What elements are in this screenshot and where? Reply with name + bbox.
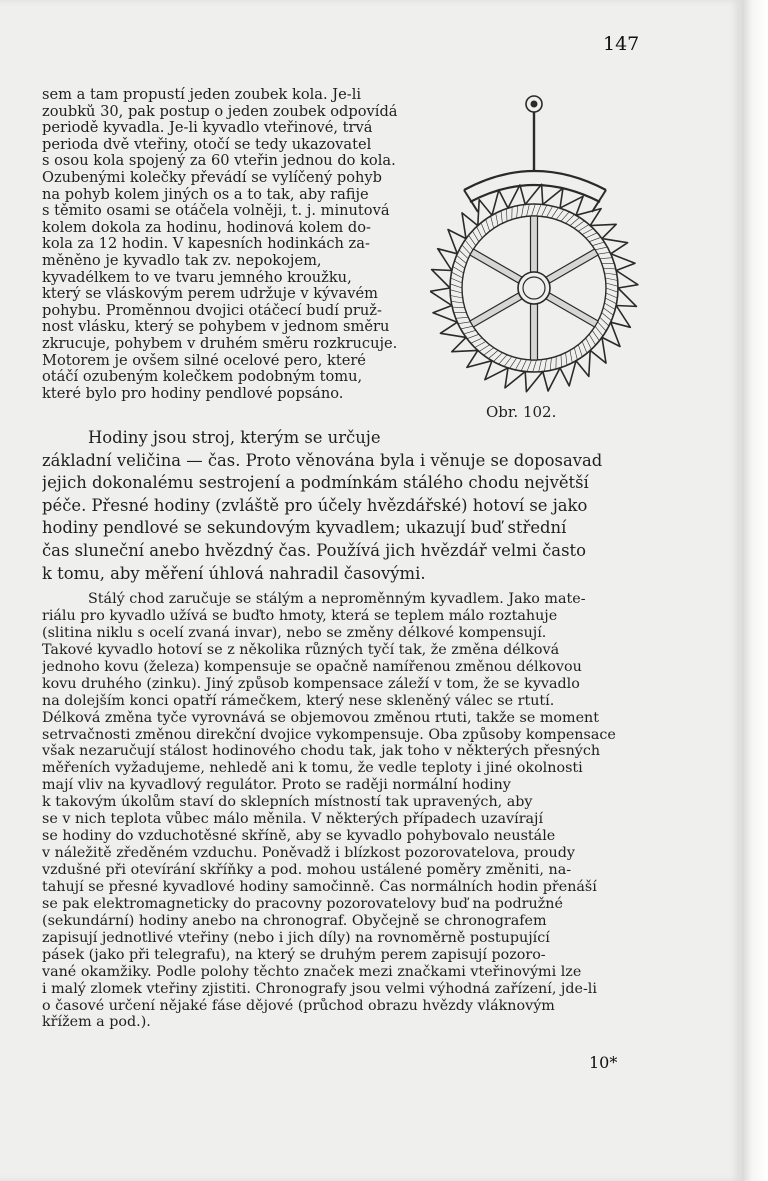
text-line: s těmito osami se otáčela volněji, t. j. minutová (42, 203, 390, 220)
rim-hatch (510, 358, 517, 369)
rim-hatch (604, 273, 617, 275)
text-line: který se vláskovým perem udržuje v kývavém (42, 286, 378, 303)
text-line: nost vlásku, který se pohybem v jednom směru (42, 319, 390, 336)
text-line: setrvačnosti změnou direkční dvojice vykompensuje. Oba způsoby kompensace (42, 726, 616, 743)
rim-hatch (598, 252, 610, 254)
rim-hatch (539, 360, 542, 372)
rim-hatch (469, 235, 476, 245)
text-line: kovu druhého (zinku). Jiný způsob kompensace záleží v tom, že se kyvadlo (42, 675, 580, 692)
text-line: Hodiny jsou stroj, kterým se určuje (88, 428, 381, 447)
rim-hatch (595, 247, 607, 250)
text-line: zapisují jednotlivé vteřiny (nebo i jich díly) na rovnoměrně postupující (42, 929, 550, 946)
rim-hatch (472, 231, 478, 242)
rim-hatch (461, 326, 473, 329)
rim-hatch (459, 250, 468, 259)
text-line: křížem a pod.). (42, 1014, 151, 1031)
rim-hatch (605, 298, 616, 304)
text-line: se v nich teplota vůbec málo měnila. V některých případech uzavírají (42, 811, 544, 828)
rim-hatch (598, 322, 607, 331)
text-line: pohybu. Proměnnou dvojici otáčecí budí pruž- (42, 302, 382, 319)
escapement-wheel-icon (430, 90, 642, 396)
rim-hatch (486, 219, 490, 231)
text-line: o časové určení nějaké fáse dějové (průchod obrazu hvězdy vláknovým (42, 997, 555, 1014)
wheel-spoke (546, 249, 598, 283)
rim-hatch (566, 214, 575, 223)
rim-hatch (517, 206, 518, 219)
text-line: (slitina niklu s ocelí zvaná invar), nebo se změny délkové kompensují. (42, 624, 547, 641)
rim-hatch (451, 278, 463, 283)
page-number: 147 (603, 33, 640, 55)
rim-hatch (606, 288, 618, 292)
text-line: na pohyb kolem jiných os a to tak, aby rafije (42, 186, 369, 203)
rim-hatch (574, 221, 584, 229)
rim-hatch (566, 353, 567, 366)
text-line: v náležitě zředěném vzduchu. Poněvadž i blízkost pozorovatelova, proudy (42, 845, 575, 862)
rim-hatch (475, 342, 486, 348)
text-line: hodiny pendlové se sekundovým kyvadlem; ukazují buď střední (42, 518, 567, 538)
text-line: kyvadélkem to ve tvaru jemného kroužku, (42, 269, 352, 286)
text-line: jednoho kovu (železa) kompensuje se opačně namířenou změnou délkovou (42, 658, 582, 675)
rim-hatch (570, 217, 580, 225)
rim-hatch (496, 213, 498, 225)
rim-hatch (603, 268, 616, 269)
text-line: péče. Přesné hodiny (zvláště pro účely hvězdářské) hotoví se jako (42, 495, 588, 515)
text-line: perioda dvě vteřiny, otočí se tedy ukazovatel (42, 136, 372, 153)
text-line: k takovým úkolům staví do sklepních místností tak upravených, aby (42, 794, 533, 811)
text-line: Ozubenými kolečky převádí se vylíčený pohyb (42, 169, 382, 186)
wheel-spoke (531, 216, 538, 272)
text-line: riálu pro kyvadlo užívá se buďto hmoty, která se teplem málo roztahuje (42, 607, 558, 624)
text-line: jejich dokonalému sestrojení a podmínkám stálého chodu největší (42, 473, 589, 493)
rim-hatch (493, 353, 502, 362)
rim-hatch (603, 308, 613, 315)
rim-hatch (522, 205, 524, 217)
rim-hatch (547, 206, 553, 217)
rim-hatch (592, 330, 599, 340)
rim-hatch (544, 359, 546, 371)
text-line: měřeních vyžadujeme, nehledě ani k tomu, že vedle teploty i jiné okolnosti (42, 760, 583, 777)
rim-hatch (578, 345, 582, 357)
text-line: Motorem je ovšem silné ocelové pero, které (42, 352, 366, 369)
rim-hatch (606, 283, 618, 286)
rim-hatch (507, 209, 508, 222)
wheel-spoke (470, 293, 522, 327)
rim-hatch (582, 229, 593, 235)
rim-hatch (481, 223, 486, 235)
rim-hatch (455, 261, 465, 268)
text-line: periodě kyvadla. Je-li kyvadlo vteřinové, trvá (42, 120, 373, 137)
text-line: čas sluneční anebo hvězdný čas. Používá jich hvězdář velmi často (42, 540, 586, 560)
wheel-spoke (531, 304, 538, 360)
rim-hatch (521, 360, 526, 371)
rim-hatch (450, 296, 462, 299)
text-line: měněno je kyvadlo tak zv. nepokojem, (42, 252, 322, 269)
text-line: vzdušné při otevírání skříňky a pod. mohou ustálené poměry změniti, na- (42, 862, 572, 878)
rim-hatch (452, 272, 463, 278)
text-line: zkrucuje, pohybem v druhém směru rozkrucuje. (42, 335, 398, 352)
rim-hatch (595, 326, 603, 336)
anchor-arc (464, 171, 606, 190)
text-line: základní veličina — čas. Proto věnována byla i věnuje se doposavad (42, 450, 603, 470)
text-line: otáčí ozubeným kolečkem podobným tomu, (42, 369, 363, 386)
rim-hatch (484, 348, 494, 356)
rim-hatch (551, 208, 558, 219)
rim-hatch (458, 322, 470, 324)
text-line: tahují se přesné kyvadlové hodiny samočinně. Čas normálních hodin přenáší (42, 878, 597, 895)
text-line: k tomu, aby měření úhlová nahradil časovými. (42, 563, 426, 583)
rim-hatch (586, 338, 592, 349)
text-line: Takové kyvadlo hotoví se z několika různých tyčí tak, že změna délková (42, 641, 560, 658)
text-line: i malý zlomek vteřiny zjistiti. Chronografy jsou velmi výhodná zařízení, jde-li (42, 980, 597, 997)
rim-hatch (561, 212, 569, 221)
rim-hatch (450, 290, 462, 293)
rim-hatch (467, 334, 479, 338)
rim-hatch (450, 284, 462, 288)
rim-hatch (578, 225, 589, 232)
rim-hatch (550, 358, 551, 371)
text-line: se pak elektromagneticky do pracovny pozorovatelovy buď na podružné (42, 895, 563, 912)
signature-mark: 10* (589, 1053, 618, 1072)
rim-hatch (451, 301, 464, 303)
anchor-pivot-pin (531, 101, 537, 107)
text-line: Stálý chod zaručuje se stálým a neproměnným kyvadlem. Jako mate- (88, 591, 586, 607)
rim-hatch (533, 360, 537, 372)
page-edge (742, 0, 768, 1181)
rim-hatch (586, 233, 598, 238)
rim-hatch (462, 245, 471, 254)
rim-hatch (488, 350, 498, 358)
rim-hatch (527, 360, 532, 372)
rim-hatch (464, 330, 476, 334)
rim-hatch (582, 342, 587, 354)
text-line: mají vliv na kyvadlový regulátor. Proto se raději normální hodiny (42, 777, 511, 794)
rim-hatch (600, 317, 609, 326)
paragraph-escapement (42, 87, 428, 402)
text-line: na dolejším konci opatří rámečkem, který nese skleněný válec se rtutí. (42, 692, 555, 709)
rim-hatch (605, 278, 617, 281)
paragraph-pendulum (42, 591, 654, 1031)
rim-hatch (499, 355, 507, 364)
rim-hatch (556, 210, 564, 220)
rim-hatch (491, 216, 494, 228)
rim-hatch (604, 303, 615, 310)
rim-hatch (606, 293, 618, 298)
rim-hatch (504, 357, 512, 367)
rim-hatch (456, 317, 469, 318)
rim-hatch (570, 350, 572, 362)
text-line: Délková změna tyče vyrovnává se objemovou změnou rtuti, takže se moment (42, 709, 599, 726)
rim-hatch (477, 227, 483, 238)
rim-hatch (501, 211, 502, 224)
rim-hatch (532, 204, 536, 216)
paragraph-clocks (42, 427, 654, 585)
text-line: pásek (jako při telegrafu), na který se druhým perem zapisují pozoro- (42, 946, 546, 963)
rim-hatch (452, 307, 465, 308)
text-line: zoubků 30, pak postup o jeden zoubek odpovídá (42, 103, 398, 120)
rim-hatch (602, 313, 612, 321)
figure-caption: Obr. 102. (486, 403, 557, 421)
rim-hatch (479, 345, 490, 352)
rim-hatch (589, 237, 601, 241)
rim-hatch (527, 204, 530, 216)
text-line: vané okamžiky. Podle polohy těchto značek mezi značkami vteřinovými lze (42, 963, 582, 980)
rim-hatch (453, 267, 464, 274)
rim-hatch (457, 255, 467, 263)
wheel-spoke (546, 293, 598, 327)
text-line: které bylo pro hodiny pendlové popsáno. (42, 385, 344, 402)
text-line: sem a tam propustí jeden zoubek kola. Je-li (42, 87, 362, 103)
rim-hatch (515, 359, 521, 370)
rim-hatch (465, 240, 473, 250)
rim-hatch (589, 334, 595, 345)
rim-hatch (537, 204, 542, 216)
text-line: (sekundární) hodiny anebo na chronograf. Obyčejně se chronografem (42, 912, 547, 929)
rim-hatch (574, 348, 577, 360)
rim-hatch (592, 242, 604, 246)
text-line: kolem dokola za hodinu, hodinová kolem do- (42, 219, 371, 236)
text-line: s osou kola spojený za 60 vteřin jednou do kola. (42, 153, 396, 170)
text-line: se hodiny do vzduchotěsné skříně, aby se kyvadlo pohybovalo neustále (42, 828, 556, 845)
rim-hatch (600, 258, 613, 259)
wheel-spoke (470, 249, 522, 283)
rim-hatch (561, 355, 562, 368)
rim-hatch (471, 338, 483, 343)
text-line: však nezaručují stálost hodinového chodu tak, jak toho v některých přesných (42, 743, 601, 760)
text-line: kola za 12 hodin. V kapesních hodinkách za- (42, 236, 370, 253)
rim-hatch (542, 205, 547, 216)
